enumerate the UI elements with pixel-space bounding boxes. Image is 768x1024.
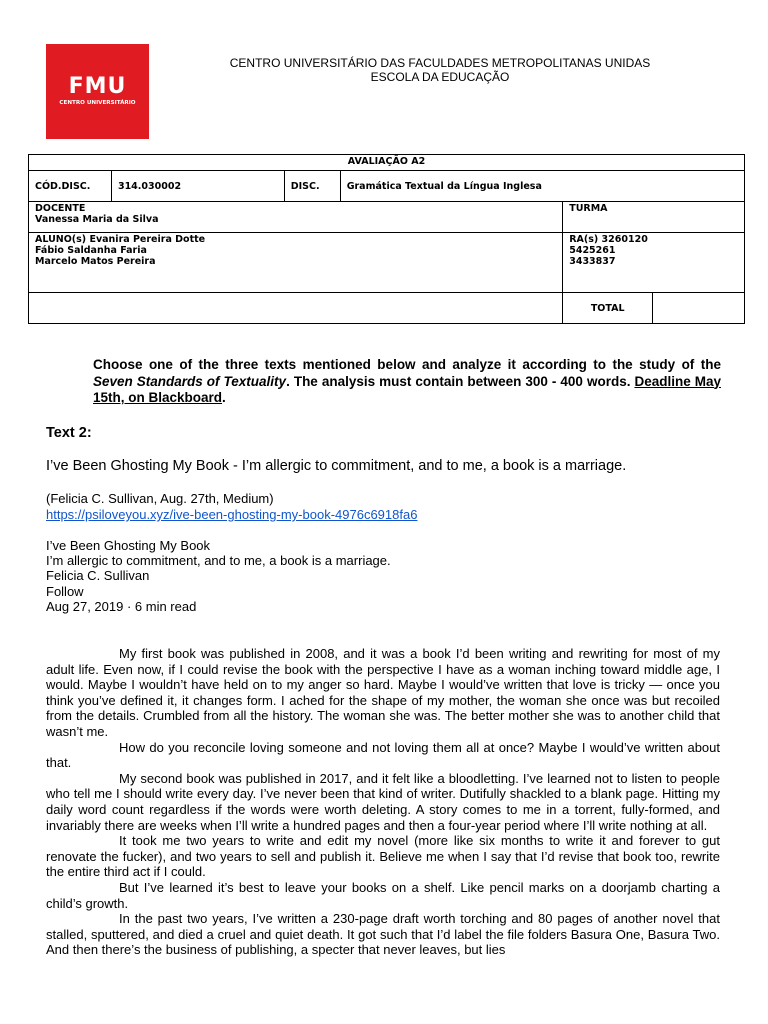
institution-name: CENTRO UNIVERSITÁRIO DAS FACULDADES METROPOLITANAS UNIDAS bbox=[229, 56, 651, 70]
article-subtitle: I’m allergic to commitment, and to me, a book is a marriage. bbox=[46, 553, 391, 568]
students-cell bbox=[29, 233, 563, 293]
follow-text: Follow bbox=[46, 584, 84, 599]
school-name: ESCOLA DA EDUCAÇÃO bbox=[370, 70, 510, 84]
instruction-italic: Seven Standards of Textuality bbox=[93, 373, 287, 389]
evaluation-title: AVALIAÇÃO A2 bbox=[29, 155, 745, 171]
discipline-value: Gramática Textual da Língua Inglesa bbox=[340, 171, 744, 202]
logo-subtitle: CENTRO UNIVERSITÁRIO bbox=[59, 100, 136, 106]
student-id-line: 3433837 bbox=[569, 256, 616, 267]
assignment-instruction bbox=[93, 357, 721, 407]
text-label: Text 2: bbox=[46, 425, 92, 441]
source-link[interactable]: https://psiloveyou.xyz/ive-been-ghosting-my-book-4976c6918fa6 bbox=[46, 507, 418, 522]
student-ids-cell bbox=[563, 233, 745, 293]
paragraph: It took me two years to write and edit my novel (more like six months to write it and forever to gut renovate the fucker), and two years to sell and publish it. Believe me when I say that I’d revise that book too, rewrite the entire third act if I could. bbox=[46, 833, 720, 880]
teacher-name: Vanessa Maria da Silva bbox=[35, 214, 159, 225]
teacher-cell bbox=[29, 202, 563, 233]
students-line: Fábio Saldanha Faria bbox=[35, 245, 147, 256]
paragraph: My first book was published in 2008, and it was a book I’d been writing and rewriting for most of my adult life. Even now, if I could revise the book with the perspective I have as a woman inching toward middle age, I would. Maybe I wouldn’t have held on to my anger so hard. Maybe I would’ve written that love is tricky — once you think you’ve defined it, it changes form. I ached for the shape of my mother, the woman she once was but recoiled from the details. Crumbled from all the history. The woman she was. The better mother she was to another child that wasn’t me. bbox=[46, 646, 720, 739]
paragraph: My second book was published in 2017, and it felt like a bloodletting. I’ve learned not to listen to people who tell me I should write every day. I’ve never been that kind of writer. Dutifully shackled to a blank page. Hitting my daily word count regardless if the words were worth deleting. A story comes to me in a torrent, fully-formed, and invariably there are weeks when I’ll write a hundred pages and then a four-year period where I’ll write nothing at all. bbox=[46, 770, 720, 833]
instruction-part2: . The analysis must contain between 300 - 400 words. bbox=[286, 373, 635, 389]
paragraph: But I’ve learned it’s best to leave your books on a shelf. Like pencil marks on a doorjamb charting a child’s growth. bbox=[46, 879, 720, 911]
teacher-label: DOCENTE bbox=[35, 203, 86, 214]
paragraph: How do you reconcile loving someone and not loving them all at once? Maybe I would’ve written about that. bbox=[46, 739, 720, 771]
instruction-part1: Choose one of the three texts mentioned below and analyze it according to the study of the bbox=[93, 357, 721, 372]
class-label: TURMA bbox=[563, 202, 745, 233]
total-value-cell bbox=[653, 293, 745, 324]
students-line: Marcelo Matos Pereira bbox=[35, 256, 156, 267]
text-headline: I’ve Been Ghosting My Book - I’m allergic to commitment, and to me, a book is a marriage. bbox=[46, 458, 627, 474]
article-body bbox=[46, 646, 720, 958]
students-line: ALUNO(s) Evanira Pereira Dotte bbox=[35, 234, 206, 245]
evaluation-header-table bbox=[28, 154, 745, 324]
blank-cell bbox=[29, 293, 563, 324]
instruction-end: . bbox=[222, 390, 226, 405]
discipline-label: DISC. bbox=[284, 171, 340, 202]
article-title: I’ve Been Ghosting My Book bbox=[46, 538, 211, 553]
total-label: TOTAL bbox=[563, 293, 653, 324]
logo-brand: FMU bbox=[68, 74, 127, 99]
instruction-deadline: Deadline May 15th, on Blackboard bbox=[93, 373, 721, 405]
publish-date: Aug 27, 2019 · 6 min read bbox=[46, 599, 197, 614]
paragraph: In the past two years, I’ve written a 230-page draft worth torching and 80 pages of another novel that stalled, sputtered, and died a cruel and quiet death. It got such that I’d label the file folders Basura One, Basura Two. And then there’s the business of publishing, a specter that never leaves, but lies bbox=[46, 911, 720, 958]
student-id-line: RA(s) 3260120 bbox=[569, 234, 648, 245]
author-name: Felicia C. Sullivan bbox=[46, 568, 150, 583]
citation: (Felicia C. Sullivan, Aug. 27th, Medium) bbox=[46, 491, 274, 506]
course-code-label: CÓD.DISC. bbox=[29, 171, 112, 202]
course-code-value: 314.030002 bbox=[111, 171, 284, 202]
student-id-line: 5425261 bbox=[569, 245, 616, 256]
fmu-logo bbox=[46, 44, 149, 139]
